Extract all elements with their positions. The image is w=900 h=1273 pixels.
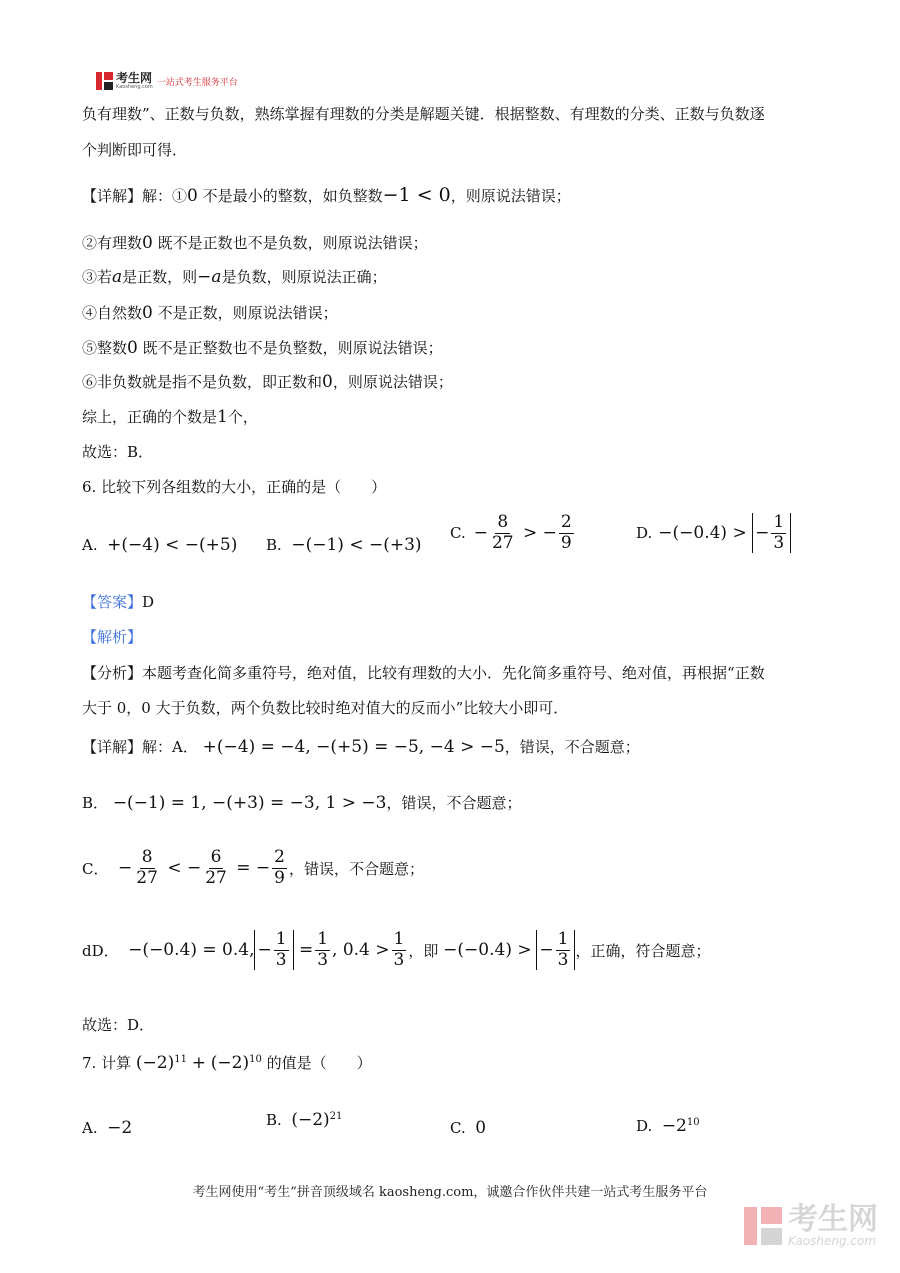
q6-detail-d: dD． −(−0.4) = 0.4, − $\frac{1}{3}$ = $\frac{1}{3}$ , 0.4 > $\frac{1}{3}$ ，即 −(−0.4) > − $\frac{1}{3}$ ，正确，符合题意； xyxy=(82,929,711,970)
q5-detail-line3: ③若a是正数，则−a是负数，则原说法正确； xyxy=(82,267,387,287)
q5-detail-line2: ②有理数0 既不是正数也不是负数，则原说法错误； xyxy=(82,233,428,253)
answer-tag: 【答案】 xyxy=(82,593,143,611)
q6-option-d: D. −(−0.4) > − $\frac{1}{3}$ xyxy=(636,513,791,553)
q5-detail-line4: ④自然数0 不是正数，则原说法错误； xyxy=(82,303,338,323)
q6-analysis-line1: 【分析】本题考查化简多重符号，绝对值，比较有理数的大小．先化简多重符号、绝对值，再根据“正数 xyxy=(82,664,765,682)
q6-analysis-tag: 【解析】 xyxy=(82,628,143,646)
detail-tag: 【详解】 xyxy=(82,187,143,205)
logo-slogan: 一站式考生服务平台 xyxy=(156,77,238,88)
page-footer: 考生网使用“考生”拼音顶级域名 kaosheng.com，诚邀合作伙伴共建一站式考生服务平台 xyxy=(192,1185,708,1200)
q6-stem: 6. 比较下列各组数的大小，正确的是（ ） xyxy=(82,478,387,496)
q6-option-a: A. +(−4) < −(+5) xyxy=(82,535,238,555)
watermark-name: 考生网 xyxy=(788,1202,878,1237)
q5-detail-line0: 【详解】解：①0 不是最小的整数，如负整数−1 < 0，则原说法错误； xyxy=(82,184,571,206)
q7-option-b: B. $(-2)^{21}$ xyxy=(266,1110,343,1130)
header-logo xyxy=(96,70,238,92)
q7-option-c: C. 0 xyxy=(450,1118,487,1138)
q5-analysis-line1: 负有理数”、正数与负数，熟练掌握有理数的分类是解题关键．根据整数、有理数的分类、正数与负数逐 xyxy=(82,105,765,123)
logo-mark-icon xyxy=(96,72,113,90)
q5-summary: 综上，正确的个数是1个， xyxy=(82,407,258,427)
q5-choice: 故选：B． xyxy=(82,443,154,461)
q6-detail-c: C． − $\frac{8}{27}$ < − $\frac{6}{27}$ = − $\frac{2}{9}$ ，错误，不合题意； xyxy=(82,847,424,888)
q6-option-c: C. − $\frac{8}{27}$ > − $\frac{2}{9}$ xyxy=(450,512,572,553)
q5-analysis-line2: 个判断即可得． xyxy=(82,141,188,159)
q6-detail-a: 【详解】解：A． +(−4) = −4, −(+5) = −5, −4 > −5，错误，不合题意； xyxy=(82,737,640,757)
watermark-mark-icon xyxy=(744,1207,782,1245)
q5-detail-line5: ⑤整数0 既不是正整数也不是负整数，则原说法错误； xyxy=(82,338,443,358)
watermark-domain: Kaosheng.com xyxy=(788,1234,877,1248)
q5-detail-line6: ⑥非负数就是指不是负数，即正数和0，则原说法错误； xyxy=(82,372,453,392)
q6-option-b: B. −(−1) < −(+3) xyxy=(266,535,422,555)
q7-option-d: D. $-2^{10}$ xyxy=(636,1116,700,1136)
logo-domain: Kaosheng.com xyxy=(116,84,153,90)
q7-stem: 7. 计算 $(-2)^{11} + (-2)^{10}$ 的值是（ ） xyxy=(82,1053,372,1073)
q6-choice: 故选：D． xyxy=(82,1016,155,1034)
logo-name: 考生网 xyxy=(116,71,153,85)
q6-detail-b: B． −(−1) = 1, −(+3) = −3, 1 > −3，错误，不合题意； xyxy=(82,793,522,813)
q7-option-a: A. −2 xyxy=(82,1118,133,1138)
q6-analysis-line2: 大于 0，0 大于负数，两个负数比较时绝对值大的反而小”比较大小即可． xyxy=(82,699,569,717)
watermark-logo xyxy=(744,1202,878,1248)
q6-answer: 【答案】D xyxy=(82,593,155,611)
